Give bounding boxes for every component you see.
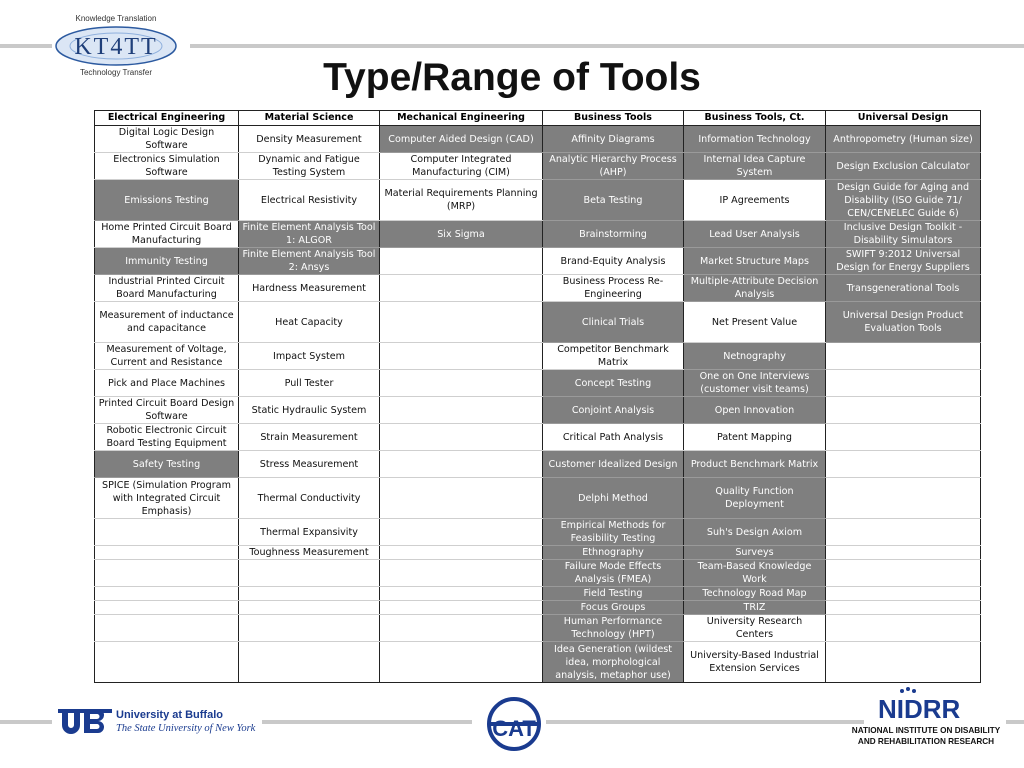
table-cell: Stress Measurement [239, 451, 380, 478]
table-cell [826, 424, 981, 451]
table-row [95, 451, 981, 478]
table-row [95, 397, 981, 424]
table-cell: Patent Mapping [684, 424, 826, 451]
table-cell: Digital Logic Design Software [95, 126, 239, 153]
table-cell: Pick and Place Machines [95, 370, 239, 397]
table-cell: Pull Tester [239, 370, 380, 397]
table-cell: Inclusive Design Toolkit - Disability Simulators [826, 221, 981, 248]
table-cell: TRIZ [684, 601, 826, 615]
table-cell: Dynamic and Fatigue Testing System [239, 153, 380, 180]
table-cell [826, 642, 981, 683]
ub-monogram-icon [58, 706, 112, 736]
table-cell [380, 601, 543, 615]
table-row [95, 302, 981, 343]
table-cell [380, 275, 543, 302]
table-cell: Empirical Methods for Feasibility Testing [543, 519, 684, 546]
table-cell: Technology Road Map [684, 587, 826, 601]
column-header: Business Tools, Ct. [684, 111, 826, 126]
cat-logo-text: CAT [492, 716, 536, 741]
table-cell: Printed Circuit Board Design Software [95, 397, 239, 424]
column-header: Business Tools [543, 111, 684, 126]
table-row [95, 519, 981, 546]
column-header: Mechanical Engineering [380, 111, 543, 126]
nidrr-logo [838, 686, 1018, 756]
table-cell: Multiple-Attribute Decision Analysis [684, 275, 826, 302]
table-cell [239, 601, 380, 615]
table-cell: University-Based Industrial Extension Services [684, 642, 826, 683]
header-rule-left [0, 44, 52, 48]
table-cell [380, 546, 543, 560]
cat-logo [482, 696, 546, 752]
table-cell [239, 587, 380, 601]
table-cell [826, 343, 981, 370]
table-cell [826, 397, 981, 424]
table-cell: Emissions Testing [95, 180, 239, 221]
ub-subtitle: The State University of New York [116, 723, 256, 734]
table-cell [95, 519, 239, 546]
table-cell: Finite Element Analysis Tool 1: ALGOR [239, 221, 380, 248]
table-cell: Thermal Expansivity [239, 519, 380, 546]
table-cell: Affinity Diagrams [543, 126, 684, 153]
table-row [95, 126, 981, 153]
table-cell: Universal Design Product Evaluation Tools [826, 302, 981, 343]
table-header-row [95, 111, 981, 126]
table-cell: Thermal Conductivity [239, 478, 380, 519]
table-cell [95, 587, 239, 601]
table-cell: Product Benchmark Matrix [684, 451, 826, 478]
table-cell: Market Structure Maps [684, 248, 826, 275]
table-cell: Delphi Method [543, 478, 684, 519]
column-header: Electrical Engineering [95, 111, 239, 126]
table-row [95, 248, 981, 275]
table-cell: Strain Measurement [239, 424, 380, 451]
university-at-buffalo-logo [58, 706, 258, 740]
table-cell: Netnography [684, 343, 826, 370]
table-cell: Brainstorming [543, 221, 684, 248]
table-cell: Business Process Re-Engineering [543, 275, 684, 302]
table-cell: Design Guide for Aging and Disability (ISO Guide 71/ CEN/CENELEC Guide 6) [826, 180, 981, 221]
table-cell: Static Hydraulic System [239, 397, 380, 424]
table-cell: Clinical Trials [543, 302, 684, 343]
table-cell: Beta Testing [543, 180, 684, 221]
table-cell: University Research Centers [684, 615, 826, 642]
tools-table [94, 110, 981, 683]
table-cell [826, 451, 981, 478]
table-cell [380, 587, 543, 601]
table-cell: Idea Generation (wildest idea, morphological analysis, metaphor use) [543, 642, 684, 683]
table-body [95, 126, 981, 683]
table-cell: IP Agreements [684, 180, 826, 221]
logo-mark-text: KT4TT [74, 34, 158, 60]
table-cell: Robotic Electronic Circuit Board Testing Equipment [95, 424, 239, 451]
table-row [95, 221, 981, 248]
table-cell [239, 642, 380, 683]
table-row [95, 642, 981, 683]
logo-bottom-caption: Technology Transfer [79, 68, 153, 77]
nidrr-mark: NIDRR [878, 694, 961, 724]
table-row [95, 370, 981, 397]
table-cell [380, 560, 543, 587]
table-cell [380, 478, 543, 519]
table-row [95, 615, 981, 642]
table-cell: Information Technology [684, 126, 826, 153]
table-cell: Home Printed Circuit Board Manufacturing [95, 221, 239, 248]
table-row [95, 601, 981, 615]
table-cell [380, 248, 543, 275]
table-cell [95, 560, 239, 587]
footer-rule-left [0, 720, 52, 724]
table-cell: Heat Capacity [239, 302, 380, 343]
table-cell: Density Measurement [239, 126, 380, 153]
table-cell: Computer Aided Design (CAD) [380, 126, 543, 153]
table-cell: Analytic Hierarchy Process (AHP) [543, 153, 684, 180]
table-cell [826, 601, 981, 615]
table-cell: Open Innovation [684, 397, 826, 424]
table-cell [380, 397, 543, 424]
table-cell [95, 642, 239, 683]
table-cell: Transgenerational Tools [826, 275, 981, 302]
table-cell [380, 343, 543, 370]
table-cell [826, 587, 981, 601]
nidrr-line1: NATIONAL INSTITUTE ON DISABILITY [851, 726, 1001, 735]
table-cell [826, 615, 981, 642]
table-cell: SPICE (Simulation Program with Integrated Circuit Emphasis) [95, 478, 239, 519]
table-cell: Design Exclusion Calculator [826, 153, 981, 180]
table-cell: Customer Idealized Design [543, 451, 684, 478]
table-row [95, 560, 981, 587]
column-header: Universal Design [826, 111, 981, 126]
table-cell: Internal Idea Capture System [684, 153, 826, 180]
table-cell: Competitor Benchmark Matrix [543, 343, 684, 370]
header-rule-right [190, 44, 1024, 48]
table-cell: Material Requirements Planning (MRP) [380, 180, 543, 221]
table-row [95, 153, 981, 180]
table-cell [95, 615, 239, 642]
nidrr-line2: AND REHABILITATION RESEARCH [857, 737, 995, 746]
table-cell: Six Sigma [380, 221, 543, 248]
table-cell [826, 370, 981, 397]
table-cell: Hardness Measurement [239, 275, 380, 302]
table-cell [380, 615, 543, 642]
table-cell [380, 302, 543, 343]
table-cell: Lead User Analysis [684, 221, 826, 248]
table-cell: Computer Integrated Manufacturing (CIM) [380, 153, 543, 180]
table-cell: Field Testing [543, 587, 684, 601]
table-cell: Electrical Resistivity [239, 180, 380, 221]
table-row [95, 587, 981, 601]
ub-name: University at Buffalo [116, 709, 223, 721]
table-cell [95, 546, 239, 560]
table-cell: Failure Mode Effects Analysis (FMEA) [543, 560, 684, 587]
table-cell: SWIFT 9:2012 Universal Design for Energy Suppliers [826, 248, 981, 275]
table-row [95, 546, 981, 560]
table-row [95, 424, 981, 451]
table-cell: Safety Testing [95, 451, 239, 478]
table-row [95, 478, 981, 519]
table-cell [380, 642, 543, 683]
footer-rule-mid-left [262, 720, 472, 724]
table-cell [95, 601, 239, 615]
table-cell: Concept Testing [543, 370, 684, 397]
table-row [95, 180, 981, 221]
table-cell: Human Performance Technology (HPT) [543, 615, 684, 642]
table-cell [826, 519, 981, 546]
table-cell [380, 424, 543, 451]
column-header: Material Science [239, 111, 380, 126]
footer-rule-mid-right [546, 720, 864, 724]
table-cell: Surveys [684, 546, 826, 560]
table-cell: Immunity Testing [95, 248, 239, 275]
table-cell [239, 615, 380, 642]
table-cell: Net Present Value [684, 302, 826, 343]
table-cell: Conjoint Analysis [543, 397, 684, 424]
table-cell: Ethnography [543, 546, 684, 560]
table-cell: One on One Interviews (customer visit teams) [684, 370, 826, 397]
logo-top-caption: Knowledge Translation [75, 14, 157, 23]
table-cell: Suh's Design Axiom [684, 519, 826, 546]
table-cell: Finite Element Analysis Tool 2: Ansys [239, 248, 380, 275]
page-title: Type/Range of Tools [323, 56, 701, 99]
table-row [95, 343, 981, 370]
table-cell [826, 560, 981, 587]
table-cell: Focus Groups [543, 601, 684, 615]
table-cell [826, 546, 981, 560]
table-cell: Toughness Measurement [239, 546, 380, 560]
table-cell: Electronics Simulation Software [95, 153, 239, 180]
table-cell: Quality Function Deployment [684, 478, 826, 519]
table-cell: Team-Based Knowledge Work [684, 560, 826, 587]
table-cell: Anthropometry (Human size) [826, 126, 981, 153]
table-cell: Industrial Printed Circuit Board Manufacturing [95, 275, 239, 302]
table-cell: Critical Path Analysis [543, 424, 684, 451]
table-cell: Measurement of inductance and capacitance [95, 302, 239, 343]
table-cell: Brand-Equity Analysis [543, 248, 684, 275]
table-cell [380, 451, 543, 478]
table-cell [380, 519, 543, 546]
table-row [95, 275, 981, 302]
table-cell [826, 478, 981, 519]
table-cell [380, 370, 543, 397]
table-cell [239, 560, 380, 587]
table-cell: Impact System [239, 343, 380, 370]
table-cell: Measurement of Voltage, Current and Resistance [95, 343, 239, 370]
